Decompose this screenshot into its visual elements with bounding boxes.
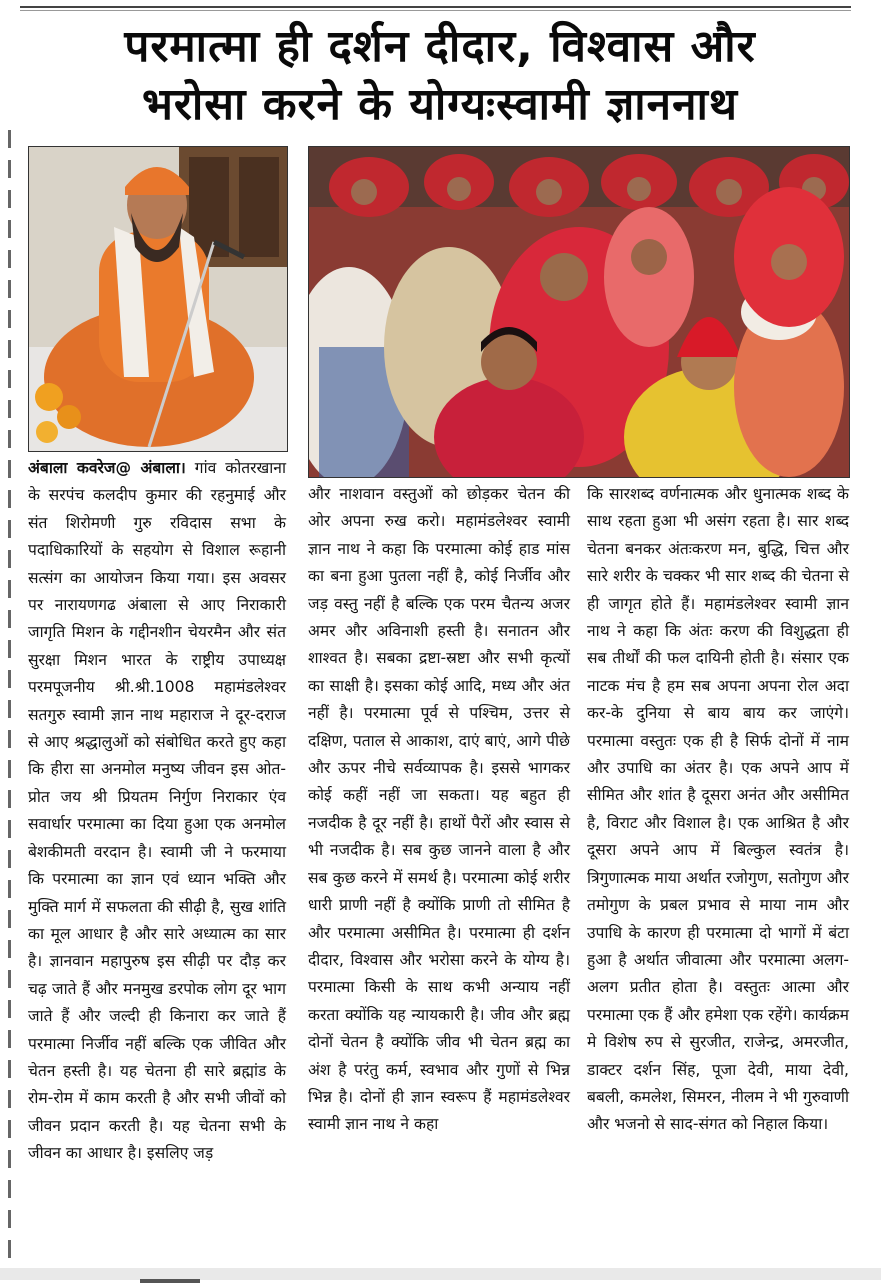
top-rule [20, 6, 851, 8]
article-column-3 [587, 481, 849, 1139]
bottom-strip [0, 1268, 881, 1280]
dateline: अंबाला कवरेज@ अंबाला। [28, 459, 186, 477]
column-3-text: कि सारशब्द वर्णनात्मक और धुनात्मक शब्द के साथ रहता हुआ भी असंग रहता है। सार शब्द चेतना बनकर अंतःकरण मन, बुद्धि, चित्त और सारे शरीर के चक्कर भी सार शब्द की चेतना से ही जागृत होते हैं। महामंडलेश्वर स्वामी ज्ञान नाथ ने कहा कि अंतः करण की विशुद्धता ही सब तीर्थों की फल दायिनी होती है। संसार एक नाटक मंच है हम सब अपना अपना रोल अदा कर-के दुनिया से बाय बाय कर जाएंगे। परमात्मा वस्तुतः एक ही है सिर्फ दोनों में नाम और उपाधि का अंतर है। एक अपने आप में सीमित और शांत है दूसरा अनंत और असीमित है, विराट और विशाल है। एक आश्रित है और दूसरा अपने आप में बिल्कुल स्वतंत्र है। त्रिगुणात्मक माया अर्थात रजोगुण, सतोगुण और तमोगुण के प्रबल प्रभाव से माया नाम और उपाधि के कारण ही परमात्मा दो भागों में बंटा हुआ है अर्थात जीवात्मा और परमात्मा अलग-अलग प्रतीत होता है। वस्तुतः आत्मा और परमात्मा एक हैं और हमेशा एक रहेंगे। कार्यक्रम मे विशेष रुप से सुरजीत, राजेन्द्र, अमरजीत, डाक्टर दर्शन सिंह, पूजा देवी, माया देवी, बबली, कमलेश, सिमरन, नीलम ने भी गुरुवाणी और भजनो से साद-संगत को निहाल किया। [587, 485, 849, 1134]
column-2-text: और नाशवान वस्तुओं को छोड़कर चेतन की ओर अपना रुख करो। महामंडलेश्वर स्वामी ज्ञान नाथ ने कहा कि परमात्मा कोई हाड मांस का बना हुआ पुतला नहीं है, कोई निर्जीव और जड़ वस्तु नहीं है बल्कि एक परम चैतन्य अजर अमर और अविनाशी हस्ती है। सनातन और शाश्वत है। सबका द्रष्टा-स्रष्टा और सभी कृत्यों का साक्षी है। इसका कोई आदि, मध्य और अंत नहीं है। परमात्मा पूर्व से पश्चिम, उत्तर से दक्षिण, पताल से आकाश, दाएं बाएं, आगे पीछे और ऊपर नीचे सर्वव्यापक है। इससे भागकर कोई कहीं नहीं जा सकता। यह बहुत ही नजदीक है दूर नहीं है। हाथों पैरों और स्वास से भी नजदीक है। सब कुछ जानने वाला है और सब कुछ करने में समर्थ है। परमात्मा कोई शरीर धारी प्राणी नहीं है क्योंकि प्राणी तो सीमित है और परमात्मा असीमित है। परमात्मा ही दर्शन दीदार, विश्वास और भरोसा करने के योग्य है। परमात्मा किसी के साथ कभी अन्याय नहीं करता क्योंकि यह न्यायकारी है। जीव और ब्रह्म दोनों चेतन है क्योंकि जीव भी चेतन ब्रह्म का अंश है परंतु कर्म, स्वभाव और गुणों से भिन्न भिन्न है। दोनों ही ज्ञान स्वरूप हैं महामंडलेश्वर स्वामी ज्ञान नाथ ने कहा [308, 485, 570, 1134]
headline-line-2: भरोसा करने के योग्यःस्वामी ज्ञाननाथ [141, 79, 739, 130]
left-column-rule [8, 130, 11, 1270]
top-rule-thin [20, 10, 851, 11]
headline-line-1: परमात्मा ही दर्शन दीदार, विश्वास और [124, 21, 756, 72]
headline [20, 18, 860, 134]
speaker-illustration [29, 147, 287, 451]
article-column-1 [28, 455, 286, 1168]
column-1-text: गांव कोतरखाना के सरपंच कलदीप कुमार की रहनुमाई और संत शिरोमणी गुरु रविदास सभा के पदाधिकारियों के सहयोग से विशाल रूहानी सत्संग का आयोजन किया गया। इस अवसर पर नारायणगढ अंबाला से आए निराकारी जागृति मिशन के गद्दीनशीन चेयरमैन और संत सुरक्षा मिशन भारत के राष्ट्रीय उपाध्यक्ष परमपूजनीय श्री.श्री.1008 महामंडलेश्वर सतगुरु स्वामी ज्ञान नाथ महाराज ने दूर-दराज से आए श्रद्धालुओं को संबोधित करते हुए कहा कि हीरा सा अनमोल मनुष्य जीवन इस ओत-प्रोत जय श्री प्रियतम निर्गुण निराकार एंव सवार्धार परमात्मा का दिया हुआ एक अनमोल बेशकीमती वरदान है। स्वामी जी ने फरमाया कि परमात्मा का ज्ञान एवं ध्यान भक्ति और मुक्ति मार्ग में सफलता की सीढ़ी है, सुख शांति का मूल आधार है और सारे अध्यात्म का सार है। ज्ञानवान महापुरुष इस सीढ़ी पर दौड़ कर चढ़ जाते हैं और मनमुख डरपोक लोग दूर भाग जाते हैं और जल्दी ही किनारा कर जाते हैं परमात्मा निर्जीव नहीं बल्कि एक जीवित और चेतन हस्ती है। यह चेतना ही सारे ब्रह्मांड के रोम-रोम में काम करती है और सभी जीवों को जीवन प्रदान करती है। यह चेतना सभी के जीवन का आधार है। इसलिए जड़ [28, 459, 286, 1163]
audience-photo [308, 146, 850, 478]
article-column-2 [308, 481, 570, 1139]
speaker-photo [28, 146, 288, 452]
audience-illustration [309, 147, 849, 477]
